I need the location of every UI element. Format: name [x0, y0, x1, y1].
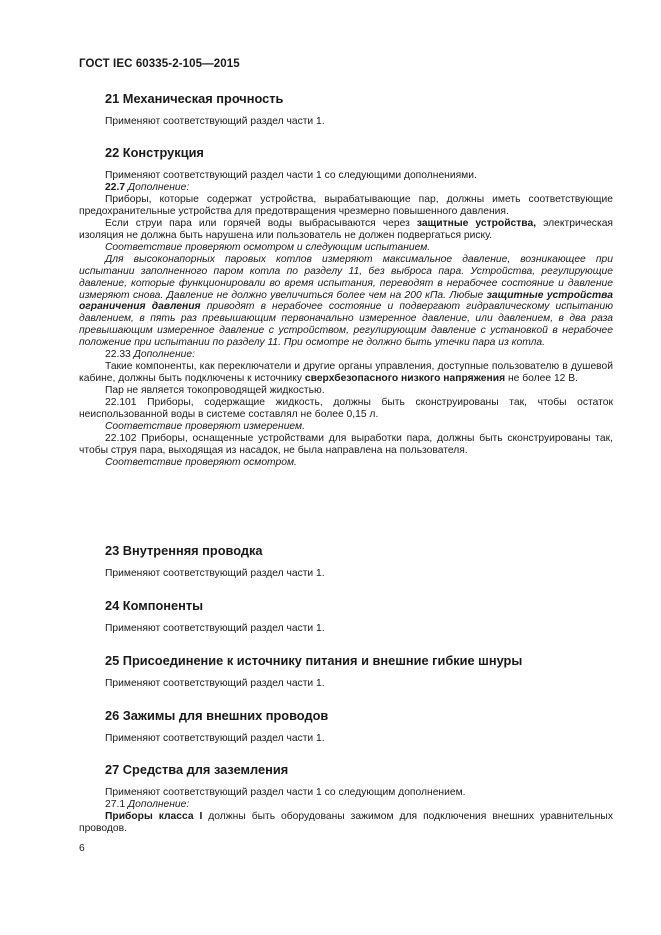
paragraph: Применяют соответствующий раздел части 1.: [105, 623, 325, 634]
paragraph: Приборы, которые содержат устройства, вырабатывающие пар, должны иметь соответствующие предохранительные устройства для предотвращения чрезмерно повышенного давления.: [79, 193, 613, 217]
paragraph: Применяют соответствующий раздел части 1 со следующими дополнениями.: [105, 170, 477, 181]
paragraph: 22.102 Приборы, оснащенные устройствами для выработки пара, должны быть сконструированы так, чтобы струя пара, выходящая из насадок, не была направлена на пользователя.: [79, 432, 613, 456]
paragraph: Пар не является токопроводящей жидкостью.: [105, 385, 325, 397]
clause-heading: [79, 799, 613, 811]
clause-number: 27.1: [105, 798, 126, 810]
section-27: [79, 762, 613, 835]
section-title: 21 Механическая прочность: [105, 91, 284, 106]
paragraph: 22.101 Приборы, содержащие жидкость, должны быть сконструированы так, чтобы остаток неиспользованной воды в системе составлял не более 0,15 л.: [79, 397, 613, 421]
section-title: 26 Зажимы для внешних проводов: [105, 708, 329, 723]
section-title: 24 Компоненты: [105, 598, 204, 613]
paragraph: [79, 811, 613, 835]
compliance-note: Соответствие проверяют осмотром.: [105, 456, 297, 468]
clause-number: 22.33: [105, 349, 131, 361]
term: Приборы класса I: [105, 810, 203, 822]
clause-label: Дополнение:: [127, 181, 190, 193]
section-22: [79, 145, 613, 469]
section-21: [79, 91, 613, 128]
clause-label: Дополнение:: [133, 349, 195, 361]
paragraph: [79, 361, 613, 385]
text-run: Если струи пара или горячей воды выбрасываются через: [105, 217, 410, 229]
text-run: не более 12 В.: [507, 373, 578, 385]
section-title: 23 Внутренняя проводка: [105, 543, 263, 558]
section-title: 22 Конструкция: [105, 145, 204, 160]
paragraph: Применяют соответствующий раздел части 1.: [105, 678, 325, 689]
text-run: должны быть оборудованы зажимом для подключения внешних уравнительных проводов.: [79, 810, 613, 834]
text-run: Такие компоненты, как переключатели и другие органы управления, доступные пользователю в душевой кабине, должны быть подключены к источнику: [79, 361, 613, 385]
paragraph: Применяют соответствующий раздел части 1 со следующим дополнением.: [105, 787, 466, 798]
section-26: [79, 708, 613, 745]
text-run: приводят в нерабочее состояние и подвергают гидравлическому испытанию давлением, в пять раз превышающим первоначально измеренное давление, или давлением, в два раза превышающим измеренное давление с устройством, регулирующим давление с установкой в нерабочее положение при испытании по разделу 11. При осмотре не должно быть утечки пара из котла.: [79, 301, 613, 349]
text-run: электрическая изоляция не должна быть нарушена или пользователь не должен подвергаться риску.: [79, 217, 613, 241]
paragraph: [79, 218, 613, 242]
section-title: 27 Средства для заземления: [105, 762, 289, 777]
paragraph: Применяют соответствующий раздел части 1.: [105, 568, 325, 579]
section-25: [79, 653, 613, 690]
paragraph: Применяют соответствующий раздел части 1.: [105, 116, 325, 127]
document-id: ГОСТ IEC 60335-2-105—2015: [79, 58, 240, 70]
text-run: Для высоконапорных паровых котлов измеряют максимальное давление, возникающее при испытании заполненного паром котла по разделу 11, без выброса пара. Устройства, регулирующие давление, которые функционировали во время испытания, переводят в нерабочее состояние и давление измеряют снова. Давление не должно увеличиться более чем на 200 кПа. Любые: [79, 253, 613, 301]
compliance-note: Соответствие проверяют измерением.: [105, 421, 305, 433]
section-23: [79, 543, 613, 580]
page-number: 6: [79, 843, 85, 854]
term: защитные устройства,: [416, 217, 537, 229]
clause-number: 22.7: [105, 181, 126, 193]
compliance-note: Соответствие проверяют осмотром и следующим испытанием.: [105, 241, 431, 253]
term: сверхбезопасного низкого напряжения: [304, 373, 506, 385]
term: защитные устройства ограничения давления: [79, 289, 613, 313]
section-24: [79, 598, 613, 635]
clause-heading: [79, 349, 613, 361]
test-paragraph: [79, 254, 613, 350]
clause-label: Дополнение:: [127, 798, 190, 810]
clause-heading: [79, 182, 613, 194]
section-title: 25 Присоединение к источнику питания и внешние гибкие шнуры: [105, 653, 523, 668]
paragraph: Применяют соответствующий раздел части 1.: [105, 733, 325, 744]
